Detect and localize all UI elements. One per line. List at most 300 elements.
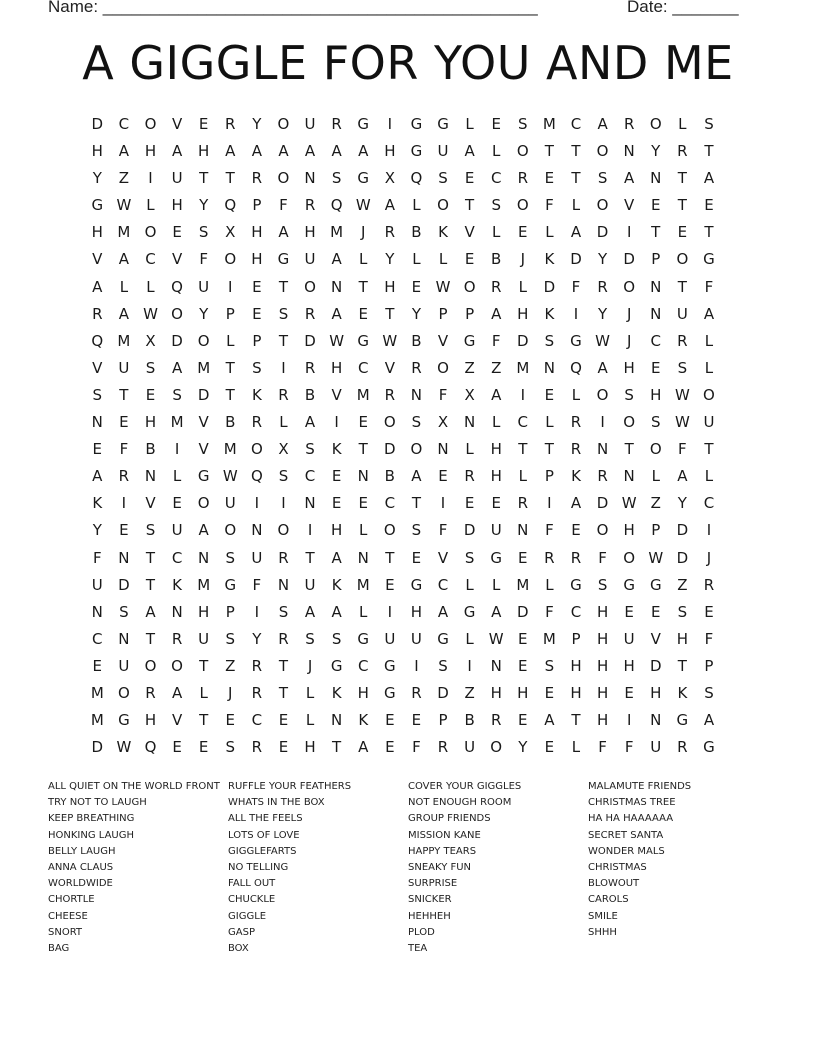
grid-letter: T	[544, 142, 554, 161]
grid-letter: L	[465, 440, 474, 459]
grid-letter: R	[331, 115, 342, 133]
grid-letter: V	[437, 548, 449, 567]
grid-row	[84, 439, 722, 466]
grid-letter: L	[651, 467, 660, 486]
grid-letter: F	[624, 738, 634, 757]
grid-letter: F	[92, 548, 102, 567]
grid-letter: I	[254, 602, 260, 621]
grid-letter: S	[704, 683, 714, 702]
grid-letter: I	[706, 521, 712, 540]
grid-letter: E	[651, 602, 661, 621]
grid-letter: K	[331, 440, 342, 459]
grid-letter: E	[411, 277, 422, 296]
word-item: KEEP BREATHING	[48, 813, 135, 825]
grid-letter: G	[463, 331, 476, 350]
grid-letter: B	[491, 250, 502, 269]
grid-letter: O	[224, 250, 237, 269]
grid-letter: J	[228, 683, 233, 702]
grid-letter: N	[596, 440, 609, 459]
grid-letter: Z	[464, 358, 475, 377]
grid-letter: R	[251, 656, 263, 675]
word-item: GROUP FRIENDS	[408, 813, 491, 825]
grid-letter: K	[571, 467, 581, 486]
grid-row	[84, 629, 722, 656]
grid-letter: H	[517, 683, 529, 702]
word-item: SECRET SANTA	[588, 829, 664, 841]
grid-letter: A	[304, 413, 316, 432]
grid-letter: A	[570, 223, 582, 242]
grid-letter: M	[197, 575, 211, 594]
grid-letter: O	[676, 250, 689, 269]
grid-letter: G	[410, 142, 423, 161]
grid-letter: W	[116, 196, 132, 215]
grid-letter: S	[225, 629, 236, 648]
grid-letter: O	[250, 440, 263, 459]
grid-letter: R	[623, 115, 635, 133]
grid-letter: Y	[411, 304, 421, 323]
grid-letter: R	[703, 575, 715, 594]
word-item: CHEESE	[48, 910, 88, 922]
grid-letter: H	[384, 142, 396, 161]
grid-letter: S	[651, 413, 661, 432]
grid-letter: D	[384, 440, 396, 459]
grid-letter: C	[490, 169, 502, 188]
grid-letter: N	[623, 142, 635, 161]
grid-letter: U	[91, 575, 103, 594]
grid-letter: G	[357, 169, 370, 188]
grid-letter: E	[119, 521, 129, 540]
grid-letter: T	[544, 440, 554, 459]
grid-letter: T	[677, 196, 687, 215]
word-item: COVER YOUR GIGGLES	[408, 781, 522, 792]
grid-letter: W	[648, 548, 664, 567]
grid-letter: E	[491, 494, 501, 513]
grid-letter: A	[491, 602, 502, 621]
grid-letter: Q	[171, 277, 183, 296]
grid-letter: I	[281, 358, 286, 377]
grid-letter: J	[626, 331, 632, 350]
grid-letter: U	[171, 169, 183, 188]
grid-letter: K	[677, 683, 688, 702]
grid-letter: Q	[330, 196, 343, 215]
grid-letter: C	[171, 548, 183, 567]
grid-letter: I	[254, 494, 260, 513]
grid-letter: E	[172, 738, 182, 757]
grid-letter: L	[359, 250, 368, 269]
grid-letter: G	[224, 575, 237, 594]
grid-letter: N	[91, 413, 103, 432]
grid-letter: L	[359, 602, 368, 621]
grid-letter: O	[197, 494, 210, 513]
grid-letter: F	[704, 629, 714, 648]
grid-letter: R	[278, 548, 289, 567]
grid-letter: J	[307, 656, 313, 675]
grid-letter: T	[332, 738, 342, 757]
word-item: WONDER MALS	[588, 845, 665, 857]
grid-letter: N	[357, 548, 369, 567]
grid-letter: S	[518, 115, 528, 133]
grid-letter: O	[649, 440, 662, 459]
grid-letter: S	[119, 602, 129, 621]
grid-letter: E	[385, 575, 395, 594]
grid-letter: O	[596, 385, 609, 404]
grid-letter: I	[387, 115, 393, 133]
grid-letter: R	[171, 629, 183, 648]
grid-letter: E	[198, 738, 209, 757]
grid-letter: O	[224, 521, 237, 540]
word-item: BELLY LAUGH	[48, 845, 116, 857]
grid-letter: L	[465, 115, 474, 133]
grid-letter: R	[570, 548, 582, 567]
grid-letter: F	[571, 277, 581, 296]
grid-letter: L	[172, 467, 182, 486]
grid-letter: O	[516, 142, 529, 161]
grid-letter: I	[334, 413, 339, 432]
grid-letter: A	[92, 467, 103, 486]
grid-letter: S	[198, 223, 209, 242]
grid-letter: A	[703, 169, 715, 188]
grid-letter: E	[92, 440, 103, 459]
grid-letter: L	[438, 250, 448, 269]
word-item: FALL OUT	[228, 878, 276, 890]
grid-letter: T	[145, 629, 156, 648]
grid-letter: U	[224, 494, 236, 513]
grid-letter: A	[703, 304, 715, 323]
grid-letter: N	[277, 575, 290, 594]
grid-letter: L	[492, 223, 501, 242]
grid-letter: Q	[250, 467, 263, 486]
grid-letter: Y	[252, 115, 262, 133]
grid-letter: C	[570, 115, 582, 133]
grid-letter: G	[357, 115, 370, 133]
grid-letter: R	[677, 142, 688, 161]
grid-letter: D	[463, 521, 476, 540]
grid-letter: E	[544, 385, 555, 404]
grid-letter: O	[197, 331, 210, 350]
grid-letter: T	[199, 711, 209, 730]
grid-letter: L	[279, 413, 288, 432]
grid-row	[84, 141, 722, 168]
grid-letter: D	[596, 223, 609, 242]
grid-letter: L	[492, 142, 501, 161]
grid-letter: P	[465, 304, 475, 323]
word-item: RUFFLE YOUR FEATHERS	[228, 781, 352, 792]
grid-letter: M	[516, 358, 530, 377]
grid-letter: Z	[464, 683, 475, 702]
grid-letter: Z	[225, 656, 236, 675]
grid-letter: T	[225, 358, 235, 377]
grid-letter: D	[118, 575, 130, 594]
grid-letter: O	[596, 521, 609, 540]
grid-letter: C	[437, 575, 449, 594]
grid-letter: U	[198, 629, 210, 648]
grid-letter: E	[92, 656, 103, 675]
grid-letter: W	[355, 196, 371, 215]
grid-letter: S	[172, 385, 182, 404]
grid-letter: U	[623, 629, 635, 648]
grid-letter: V	[198, 413, 209, 432]
grid-letter: A	[171, 358, 183, 377]
grid-letter: E	[491, 115, 501, 133]
grid-letter: R	[251, 738, 263, 757]
grid-letter: V	[331, 385, 342, 404]
grid-letter: L	[545, 413, 554, 432]
grid-letter: H	[251, 250, 263, 269]
grid-letter: Z	[491, 358, 502, 377]
grid-letter: L	[119, 277, 129, 296]
grid-letter: V	[198, 440, 209, 459]
grid-letter: N	[623, 467, 635, 486]
grid-letter: W	[488, 629, 504, 648]
grid-letter: C	[384, 494, 396, 513]
grid-letter: X	[278, 440, 289, 459]
grid-letter: O	[171, 304, 183, 323]
grid-letter: I	[520, 385, 526, 404]
grid-letter: L	[545, 223, 554, 242]
grid-letter: N	[304, 169, 316, 188]
grid-letter: I	[467, 656, 472, 675]
grid-letter: W	[674, 413, 690, 432]
grid-letter: H	[650, 385, 662, 404]
grid-letter: S	[305, 629, 315, 648]
grid-letter: A	[331, 548, 342, 567]
word-item: HA HA HAAAAAA	[588, 813, 674, 825]
grid-letter: A	[358, 738, 369, 757]
grid-letter: E	[518, 656, 528, 675]
grid-letter: R	[570, 440, 582, 459]
grid-letter: H	[384, 277, 396, 296]
grid-letter: A	[464, 142, 475, 161]
grid-letter: V	[650, 629, 661, 648]
grid-letter: M	[90, 711, 104, 730]
grid-letter: L	[571, 385, 581, 404]
grid-letter: T	[358, 440, 368, 459]
grid-letter: Y	[199, 304, 209, 323]
grid-letter: G	[570, 575, 582, 594]
grid-letter: S	[438, 169, 448, 188]
word-item: ALL QUIET ON THE WORLD FRONT	[48, 781, 220, 792]
grid-letter: R	[570, 413, 582, 432]
grid-letter: K	[92, 494, 103, 513]
grid-letter: W	[595, 331, 610, 350]
grid-letter: C	[304, 467, 316, 486]
grid-letter: N	[91, 602, 103, 621]
grid-letter: A	[331, 142, 342, 161]
grid-letter: F	[199, 250, 208, 269]
grid-letter: Y	[677, 494, 687, 513]
grid-letter: A	[92, 277, 103, 296]
grid-letter: L	[146, 277, 155, 296]
grid-letter: C	[650, 331, 661, 350]
grid-letter: A	[624, 169, 635, 188]
grid-letter: E	[358, 413, 368, 432]
grid-letter: W	[222, 467, 238, 486]
grid-letter: T	[225, 169, 235, 188]
grid-letter: T	[624, 440, 634, 459]
grid-letter: L	[305, 683, 315, 702]
grid-letter: I	[174, 440, 180, 459]
grid-letter: X	[464, 385, 475, 404]
grid-letter: N	[171, 602, 183, 621]
grid-letter: Y	[199, 196, 209, 215]
grid-letter: G	[330, 656, 343, 675]
grid-letter: S	[278, 467, 289, 486]
grid-letter: P	[651, 521, 661, 540]
grid-letter: H	[304, 738, 316, 757]
grid-letter: H	[623, 656, 635, 675]
grid-letter: L	[412, 196, 421, 215]
grid-letter: A	[145, 602, 156, 621]
grid-letter: K	[438, 223, 448, 242]
grid-letter: T	[704, 142, 714, 161]
grid-letter: T	[651, 223, 661, 242]
grid-letter: B	[411, 331, 422, 350]
grid-letter: Y	[92, 169, 102, 188]
grid-letter: C	[517, 413, 529, 432]
grid-row	[84, 358, 722, 385]
grid-letter: H	[251, 223, 263, 242]
grid-letter: I	[626, 711, 632, 730]
grid-letter: H	[331, 521, 343, 540]
word-item: HAPPY TEARS	[408, 845, 477, 857]
grid-letter: V	[624, 196, 635, 215]
word-item: CHORTLE	[48, 894, 95, 906]
grid-letter: E	[677, 223, 688, 242]
word-item: SHHH	[588, 926, 617, 938]
grid-letter: S	[624, 385, 634, 404]
grid-letter: H	[171, 196, 183, 215]
grid-letter: Q	[91, 331, 104, 350]
grid-letter: E	[544, 169, 555, 188]
grid-letter: V	[171, 711, 183, 730]
grid-letter: E	[651, 358, 661, 377]
grid-letter: M	[356, 385, 370, 404]
word-item: SNEAKY FUN	[408, 862, 472, 874]
grid-letter: R	[384, 223, 396, 242]
grid-letter: N	[251, 521, 263, 540]
grid-letter: D	[304, 331, 316, 350]
grid-letter: T	[385, 548, 395, 567]
grid-letter: W	[143, 304, 158, 323]
grid-letter: S	[252, 358, 262, 377]
grid-letter: K	[544, 250, 555, 269]
grid-letter: E	[119, 413, 129, 432]
grid-letter: L	[492, 575, 501, 594]
grid-letter: E	[172, 223, 182, 242]
grid-letter: M	[542, 115, 556, 133]
grid-letter: N	[410, 385, 423, 404]
grid-letter: H	[596, 711, 609, 730]
grid-letter: W	[116, 738, 132, 757]
grid-letter: T	[145, 575, 156, 594]
grid-letter: E	[464, 250, 475, 269]
word-item: TEA	[408, 943, 428, 955]
word-item: NOT ENOUGH ROOM	[408, 797, 512, 809]
grid-letter: E	[252, 304, 262, 323]
word-column	[408, 779, 588, 957]
grid-letter: G	[570, 331, 582, 350]
grid-letter: H	[198, 602, 210, 621]
grid-letter: L	[571, 196, 581, 215]
grid-letter: O	[304, 277, 316, 296]
word-item: GIGGLEFARTS	[228, 845, 297, 857]
grid-letter: M	[330, 223, 344, 242]
grid-letter: S	[305, 440, 315, 459]
grid-letter: Y	[92, 521, 102, 540]
grid-letter: T	[199, 656, 209, 675]
grid-letter: G	[463, 602, 476, 621]
grid-row	[84, 114, 722, 141]
word-item: ANNA CLAUS	[48, 862, 114, 874]
grid-letter: I	[387, 602, 393, 621]
letter-grid	[84, 114, 722, 764]
grid-letter: A	[597, 358, 608, 377]
grid-letter: G	[437, 629, 449, 648]
grid-letter: R	[544, 548, 555, 567]
grid-letter: N	[331, 711, 343, 730]
grid-letter: T	[145, 548, 156, 567]
grid-letter: H	[623, 521, 635, 540]
grid-letter: R	[490, 277, 502, 296]
grid-letter: E	[624, 683, 634, 702]
grid-letter: N	[118, 629, 130, 648]
grid-letter: E	[571, 521, 581, 540]
grid-letter: L	[305, 711, 315, 730]
grid-letter: K	[358, 711, 369, 730]
grid-letter: G	[384, 656, 396, 675]
grid-letter: G	[649, 575, 662, 594]
grid-letter: L	[146, 196, 155, 215]
grid-letter: G	[384, 683, 396, 702]
grid-letter: A	[703, 711, 715, 730]
word-item: ALL THE FEELS	[228, 813, 303, 825]
grid-letter: B	[464, 711, 475, 730]
grid-letter: O	[596, 196, 609, 215]
grid-letter: A	[278, 223, 289, 242]
grid-row	[84, 304, 722, 331]
grid-letter: U	[703, 413, 715, 432]
grid-letter: Y	[385, 250, 395, 269]
word-item: MALAMUTE FRIENDS	[588, 781, 692, 792]
grid-letter: B	[145, 440, 156, 459]
grid-letter: D	[517, 331, 529, 350]
grid-letter: P	[651, 250, 661, 269]
grid-letter: T	[571, 169, 581, 188]
grid-letter: R	[597, 277, 608, 296]
grid-letter: Z	[650, 494, 661, 513]
grid-letter: O	[516, 196, 529, 215]
grid-letter: T	[278, 656, 289, 675]
grid-letter: E	[544, 683, 555, 702]
grid-letter: T	[518, 440, 528, 459]
grid-letter: C	[118, 115, 130, 133]
grid-letter: H	[570, 683, 582, 702]
grid-letter: G	[410, 575, 423, 594]
grid-letter: W	[621, 494, 637, 513]
grid-letter: R	[118, 467, 130, 486]
word-item: SURPRISE	[408, 878, 458, 890]
grid-letter: E	[145, 385, 156, 404]
grid-letter: V	[145, 494, 156, 513]
grid-letter: G	[703, 250, 715, 269]
grid-letter: R	[517, 169, 529, 188]
grid-row	[84, 683, 722, 710]
grid-letter: H	[357, 683, 369, 702]
word-item: BOX	[228, 943, 249, 955]
grid-letter: L	[492, 413, 501, 432]
grid-letter: O	[383, 413, 396, 432]
grid-letter: H	[490, 467, 502, 486]
